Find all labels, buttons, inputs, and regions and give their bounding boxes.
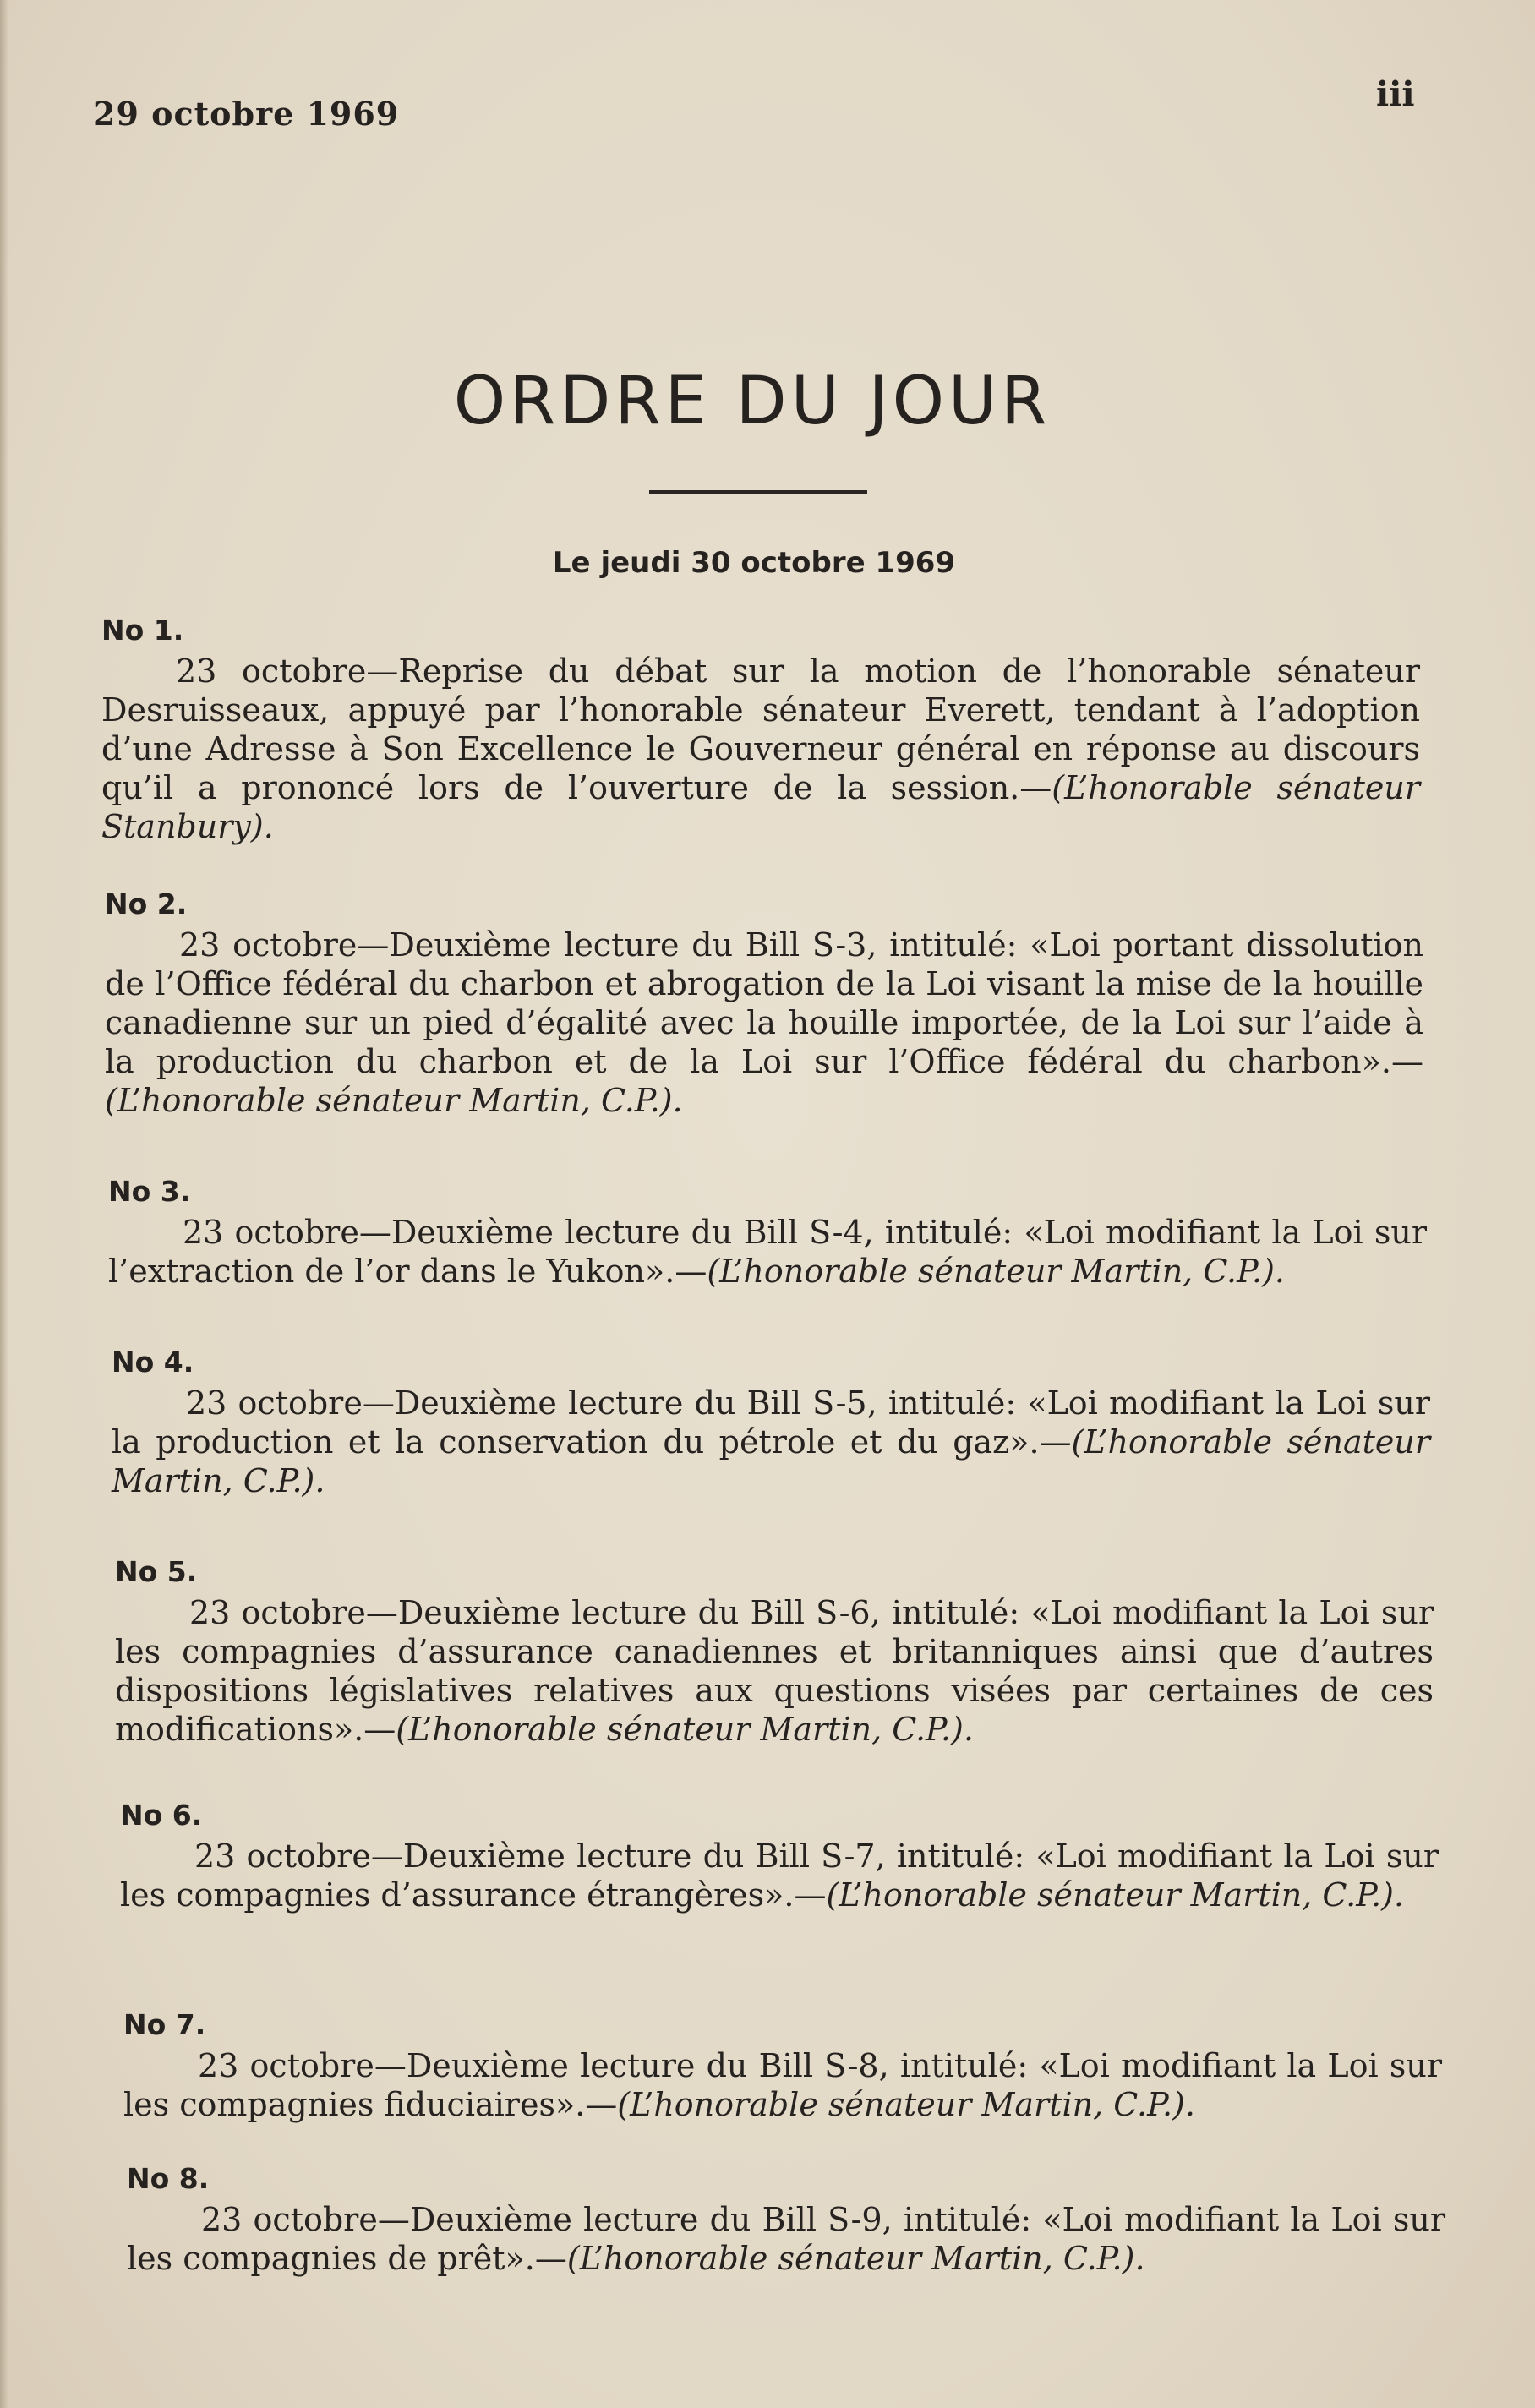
item-text: 23 octobre—Deuxième lecture du Bill S-7, intitulé: «Loi modifiant la Loi sur les compagnies d’assurance étrangères».— [120, 1837, 1439, 1914]
item-text-block [108, 1213, 1427, 1291]
order-item-7 [123, 2008, 1442, 2124]
item-text-block [101, 652, 1420, 846]
order-item-4 [112, 1346, 1430, 1500]
item-reference: (L’honorable sénateur Martin, C.P.). [112, 1423, 1431, 1499]
item-reference: (L’honorable sénateur Martin, C.P.). [396, 1711, 974, 1748]
item-reference: (L’honorable sénateur Martin, C.P.). [566, 2240, 1145, 2277]
item-number: No 3. [108, 1175, 191, 1208]
page-edge-shadow [0, 0, 8, 2408]
item-reference: (L’honorable sénateur Martin, C.P.). [707, 1253, 1285, 1290]
item-text-block [105, 926, 1423, 1120]
item-text-block [120, 1837, 1439, 1914]
order-item-6 [120, 1799, 1439, 1914]
item-number: No 4. [112, 1346, 194, 1379]
page-title: ORDRE DU JOUR [453, 363, 1052, 440]
item-text: 23 octobre—Deuxième lecture du Bill S-5, intitulé: «Loi modifiant la Loi sur la production et la conservation du pétrole et du gaz».— [112, 1384, 1430, 1461]
item-text: 23 octobre—Deuxième lecture du Bill S-3, intitulé: «Loi portant dissolution de l’Office fédéral du charbon et abrogation de la Loi visant la mise de la houille canadienne sur un pied d’égalité avec la houille importée, de la Loi sur l’aide à la production du charbon et de la Loi sur l’Office fédéral du charbon».— [105, 926, 1423, 1080]
item-text: 23 octobre—Deuxième lecture du Bill S-6, intitulé: «Loi modifiant la Loi sur les compagnies d’assurance canadiennes et britanniques ainsi que d’autres dispositions législatives relatives aux questions visées par certaines de ces modifications».— [115, 1594, 1434, 1748]
order-item-8 [127, 2162, 1445, 2278]
item-reference: (L’honorable sénateur Martin, C.P.). [105, 1082, 683, 1119]
item-text: 23 octobre—Deuxième lecture du Bill S-8, intitulé: «Loi modifiant la Loi sur les compagnies fiduciaires».— [123, 2047, 1442, 2123]
item-number: No 5. [115, 1555, 198, 1588]
title-divider [649, 490, 867, 494]
item-text-block [127, 2200, 1445, 2278]
item-number: No 8. [127, 2162, 210, 2195]
item-text-block [112, 1384, 1430, 1500]
order-item-2 [105, 887, 1423, 1120]
item-number: No 7. [123, 2008, 206, 2041]
item-number: No 2. [105, 887, 188, 920]
item-number: No 1. [101, 614, 184, 647]
item-text: 23 octobre—Reprise du débat sur la motion de l’honorable sénateur Desruisseaux, appuyé par l’honorable sénateur Everett, tendant à l’adoption d’une Adresse à Son Excellence le Gouverneur général en réponse au discours qu’il a prononcé lors de l’ouverture de la session.— [101, 653, 1420, 806]
item-reference: (L’honorable sénateur Martin, C.P.). [826, 1876, 1405, 1914]
order-item-3 [108, 1175, 1427, 1291]
item-text: 23 octobre—Deuxième lecture du Bill S-9, intitulé: «Loi modifiant la Loi sur les compagnies de prêt».— [127, 2201, 1445, 2277]
order-item-1 [101, 614, 1420, 846]
item-number: No 6. [120, 1799, 203, 1832]
session-date-subtitle: Le jeudi 30 octobre 1969 [552, 546, 956, 580]
item-reference: (L’honorable sénateur Stanbury). [101, 769, 1420, 845]
page-number: iii [1376, 74, 1415, 114]
item-text: 23 octobre—Deuxième lecture du Bill S-4, intitulé: «Loi modifiant la Loi sur l’extraction de l’or dans le Yukon».— [108, 1214, 1427, 1290]
item-text-block [115, 1593, 1434, 1749]
order-item-5 [115, 1555, 1434, 1749]
header-date: 29 octobre 1969 [93, 95, 400, 133]
item-text-block [123, 2046, 1442, 2124]
item-reference: (L’honorable sénateur Martin, C.P.). [617, 2086, 1195, 2123]
